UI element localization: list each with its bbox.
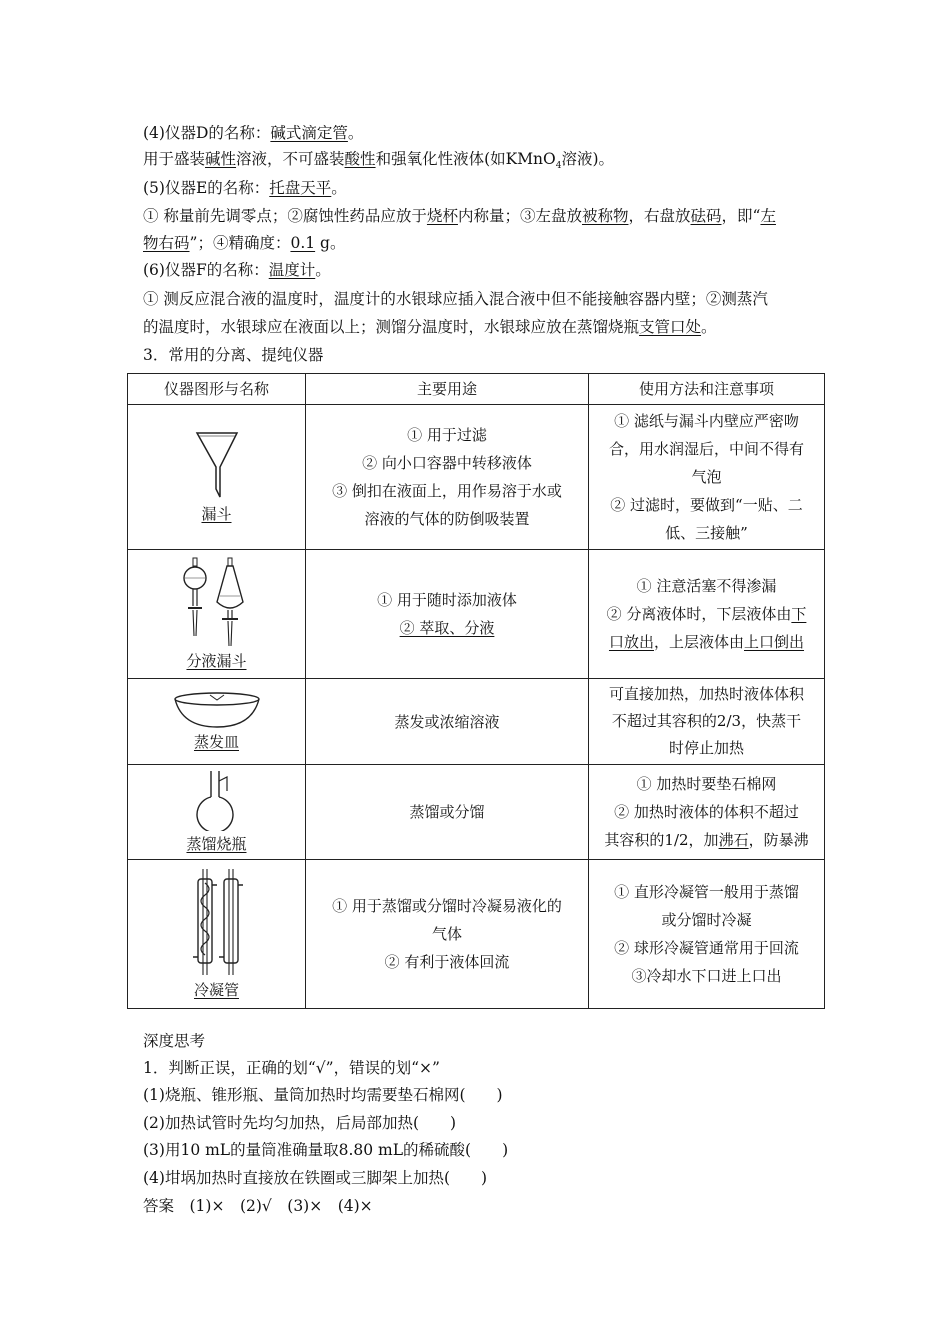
answer-blank: 烧杯 <box>426 207 458 225</box>
instrument-name: 蒸发皿 <box>193 732 239 751</box>
instrument-f-note-2: 的温度时，水银球应在液面以上；测馏分温度时，水银球应放在蒸馏烧瓶支管口处。 <box>143 318 717 336</box>
answer-blank: 0.1 <box>290 234 316 252</box>
instrument-name: 蒸馏烧瓶 <box>186 835 247 853</box>
notes-cell: ① 加热时要垫石棉网 ② 加热时液体的体积不超过 其容积的1/2，加沸石，防暴沸 <box>589 765 825 860</box>
think-question: 1．判断正误，正确的划“√”，错误的划“×” <box>143 1059 440 1077</box>
usage-cell: ① 用于随时添加液体 ② 萃取、分液 <box>306 550 589 679</box>
instrument-e-title: (5)仪器E的名称：托盘天平。 <box>143 179 347 197</box>
answer-blank: 物右码 <box>143 234 190 252</box>
notes-cell: 可直接加热，加热时液体体积 不超过其容积的2/3，快蒸干 时停止加热 <box>589 679 825 765</box>
answer-blank: 托盘天平 <box>269 179 332 197</box>
list-item: (4)坩埚加热时直接放在铁圈或三脚架上加热( ) <box>143 1169 488 1187</box>
list-item: (3)用10 mL的量筒准确量取8.80 mL的稀硫酸( ) <box>143 1141 509 1159</box>
list-item: (1)烧瓶、锥形瓶、量筒加热时均需要垫石棉网( ) <box>143 1086 503 1104</box>
section-heading: 3．常用的分离、提纯仪器 <box>143 346 324 364</box>
table-row <box>128 860 825 1009</box>
evaporating-dish-icon <box>172 691 262 729</box>
separatory-funnel-icon <box>177 556 257 648</box>
usage-cell: ① 用于过滤 ② 向小口容器中转移液体 ③ 倒扣在液面上，用作易溶于水或 溶液的气体的防倒吸装置 <box>306 405 589 550</box>
distillation-flask-icon <box>187 769 247 831</box>
instrument-f-note-1: ① 测反应混合液的温度时，温度计的水银球应插入混合液中但不能接触容器内壁；②测蒸汽 <box>143 290 768 308</box>
answer-blank: 支管口处 <box>639 318 702 336</box>
usage-cell: 蒸发或浓缩溶液 <box>306 679 589 765</box>
instrument-cell <box>128 765 306 860</box>
instrument-e-note-1: ① 称量前先调零点；②腐蚀性药品应放于烧杯内称量；③左盘放被称物，右盘放砝码，即“左 <box>143 207 776 225</box>
instrument-cell <box>128 860 306 1009</box>
usage-cell: 蒸馏或分馏 <box>306 765 589 860</box>
usage-cell: ① 用于蒸馏或分馏时冷凝易液化的 气体 ② 有利于液体回流 <box>306 860 589 1009</box>
condenser-icon <box>187 867 247 977</box>
think-heading: 深度思考 <box>143 1032 206 1050</box>
instrument-name: 冷凝管 <box>193 981 239 999</box>
instrument-f-title: (6)仪器F的名称：温度计。 <box>143 261 331 279</box>
answer-blank: 碱性 <box>205 150 237 168</box>
instrument-cell <box>128 550 306 679</box>
instrument-d-usage: 用于盛装碱性溶液，不可盛装酸性和强氧化性液体(如KMnO$_4$溶液)。 <box>143 150 615 172</box>
answer-blank: 酸性 <box>344 150 376 168</box>
answer-line: 答案 (1)× (2)√ (3)× (4)× <box>143 1197 373 1215</box>
answer-blank: 温度计 <box>268 261 316 279</box>
column-header: 仪器图形与名称 <box>128 374 306 405</box>
table-row <box>128 765 825 860</box>
separation-instruments-table <box>127 373 825 1009</box>
instrument-name: 漏斗 <box>201 505 232 523</box>
table-header-row <box>128 374 825 405</box>
instrument-name: 分液漏斗 <box>186 652 247 670</box>
table-row <box>128 679 825 765</box>
instrument-e-note-2: 物右码”；④精确度：0.1 g。 <box>143 234 346 252</box>
list-item: (2)加热试管时先均匀加热，后局部加热( ) <box>143 1114 457 1132</box>
table-row <box>128 405 825 550</box>
column-header: 使用方法和注意事项 <box>589 374 825 405</box>
notes-cell: ① 滤纸与漏斗内壁应严密吻 合，用水润湿后，中间不得有 气泡 ② 过滤时，要做到“一贴、二 低、三接触” <box>589 405 825 550</box>
instrument-cell <box>128 405 306 550</box>
answer-blank: 碱式滴定管 <box>270 124 348 142</box>
notes-cell: ① 直形冷凝管一般用于蒸馏 或分馏时冷凝 ② 球形冷凝管通常用于回流 ③冷却水下口进上口出 <box>589 860 825 1009</box>
table-row <box>128 550 825 679</box>
answer-blank: 左 <box>760 207 776 225</box>
funnel-icon <box>192 429 242 501</box>
instrument-cell <box>128 679 306 765</box>
column-header: 主要用途 <box>306 374 589 405</box>
instrument-d-title: (4)仪器D的名称：碱式滴定管。 <box>143 124 364 142</box>
notes-cell: ① 注意活塞不得渗漏 ② 分离液体时，下层液体由下 口放出，上层液体由上口倒出 <box>589 550 825 679</box>
answer-blank: 被称物 <box>581 207 629 225</box>
answer-blank: 砝码 <box>690 207 722 225</box>
